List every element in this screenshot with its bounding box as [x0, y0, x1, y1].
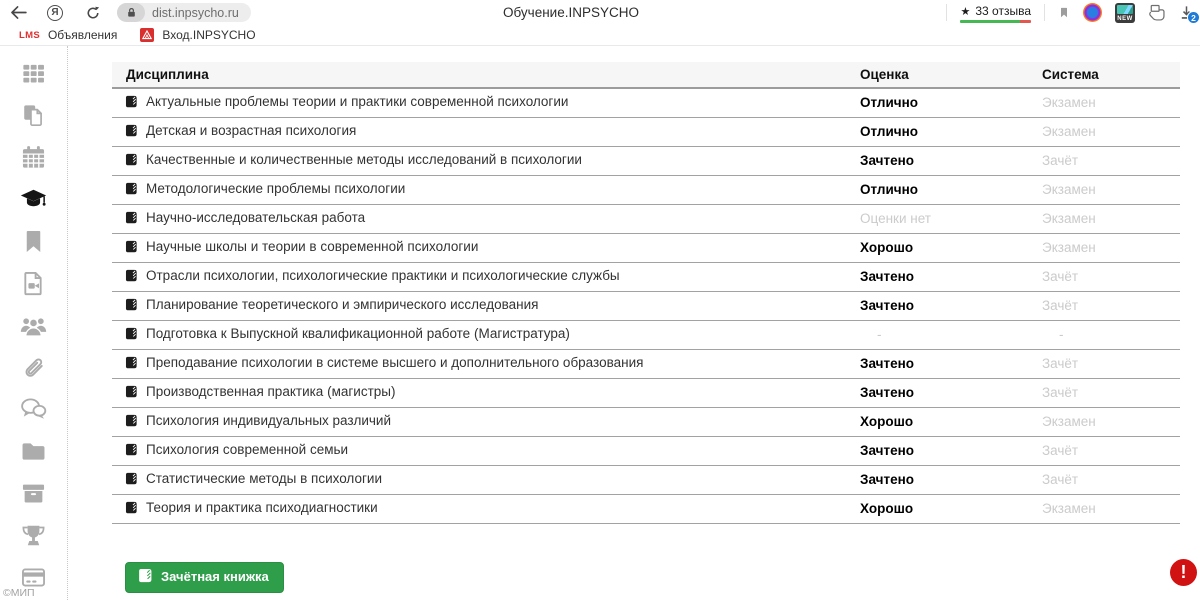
gradebook-button[interactable]	[125, 562, 284, 593]
documents-icon	[20, 102, 47, 129]
grade-value: Зачтено	[860, 378, 1042, 407]
exclamation-icon: !	[1180, 562, 1187, 582]
bookmarks-bar	[0, 25, 1200, 46]
column-discipline: Дисциплина	[112, 62, 860, 88]
table-row[interactable]	[112, 117, 1180, 146]
book-icon	[125, 501, 138, 517]
lms-favicon: LMS	[19, 29, 40, 41]
discipline-name: Актуальные проблемы теории и практики современной психологии	[146, 94, 569, 110]
address-bar[interactable]	[117, 3, 251, 22]
book-icon	[125, 356, 138, 372]
book-icon	[125, 327, 138, 343]
archive-box-icon	[20, 480, 47, 507]
disciplines-table	[112, 62, 1180, 524]
system-value: Зачёт	[1042, 349, 1180, 378]
refresh-icon	[86, 6, 100, 20]
discipline-name: Методологические проблемы психологии	[146, 181, 406, 196]
book-icon	[125, 414, 138, 430]
mip-favicon	[140, 28, 154, 42]
system-value: Экзамен	[1042, 204, 1180, 233]
table-row[interactable]	[112, 465, 1180, 494]
sidebar-items	[20, 52, 47, 598]
system-value: Экзамен	[1042, 494, 1180, 523]
system-value: Экзамен	[1042, 407, 1180, 436]
book-icon	[125, 182, 138, 198]
bookmark-this-page-button[interactable]	[1058, 5, 1070, 20]
grade-value: Хорошо	[860, 494, 1042, 523]
bookmark-announcements[interactable]: Объявления	[47, 28, 118, 42]
hand-icon	[1148, 4, 1166, 21]
discipline-name: Научные школы и теории в современной психологии	[146, 239, 479, 254]
sidebar-item-files[interactable]	[20, 430, 47, 472]
sidebar-item-apps[interactable]	[20, 52, 47, 94]
table-row[interactable]	[112, 378, 1180, 407]
extension-new-icon[interactable]	[1115, 3, 1135, 23]
system-value: Экзамен	[1042, 233, 1180, 262]
sidebar	[0, 46, 68, 600]
table-row[interactable]	[112, 291, 1180, 320]
extension-browser-icon[interactable]	[1083, 3, 1102, 22]
system-value: Зачёт	[1042, 291, 1180, 320]
sidebar-item-schedule[interactable]	[20, 136, 47, 178]
copyright-label: ©МИП	[3, 587, 35, 599]
system-value: Экзамен	[1042, 175, 1180, 204]
table-row[interactable]	[112, 233, 1180, 262]
folder-icon	[20, 438, 47, 465]
back-arrow-icon	[10, 6, 27, 19]
separator	[946, 4, 947, 21]
disciplines-tbody	[112, 88, 1180, 523]
site-rating[interactable]	[960, 2, 1031, 23]
column-system: Система	[1042, 62, 1180, 88]
table-row[interactable]	[112, 436, 1180, 465]
video-file-icon	[20, 270, 47, 297]
discipline-name: Психология индивидуальных различий	[146, 413, 391, 428]
system-value: Экзамен	[1042, 117, 1180, 146]
discipline-name: Детская и возрастная психология	[146, 123, 357, 138]
calendar-icon	[20, 144, 47, 171]
system-value: Зачёт	[1042, 436, 1180, 465]
grade-value: Зачтено	[860, 262, 1042, 291]
page-title: Обучение.INPSYCHO	[503, 5, 639, 20]
book-icon	[125, 240, 138, 256]
star-icon: ★	[960, 5, 971, 18]
discipline-name: Отрасли психологии, психологические практики и психологические службы	[146, 268, 620, 283]
discipline-name: Теория и практика психодиагностики	[146, 500, 378, 515]
alert-exclamation-badge[interactable]	[1170, 559, 1197, 586]
grade-value: Хорошо	[860, 407, 1042, 436]
yandex-letter: Я	[51, 7, 59, 18]
ssl-lock-chip[interactable]	[117, 3, 145, 22]
book-icon	[125, 269, 138, 285]
sidebar-item-messages[interactable]	[20, 388, 47, 430]
discipline-name: Статистические методы в психологии	[146, 471, 382, 486]
grade-value: Отлично	[860, 88, 1042, 117]
system-value: -	[1042, 320, 1180, 349]
content-area	[68, 46, 1200, 600]
downloads-button[interactable]	[1179, 5, 1196, 23]
bookmark-inpsycho-login[interactable]: Вход.INPSYCHO	[162, 28, 256, 42]
system-value: Зачёт	[1042, 465, 1180, 494]
url-text: dist.inpsycho.ru	[152, 5, 239, 20]
chat-icon	[20, 396, 47, 423]
sidebar-item-materials[interactable]	[20, 94, 47, 136]
yandex-button[interactable]	[47, 5, 63, 21]
grade-value: Отлично	[860, 117, 1042, 146]
bookmark-icon	[20, 228, 47, 255]
users-icon	[20, 312, 47, 339]
sidebar-item-achievements[interactable]	[20, 514, 47, 556]
toolbar-right-cluster	[946, 0, 1194, 25]
book-icon	[125, 385, 138, 401]
grade-value: Зачтено	[860, 291, 1042, 320]
book-icon	[125, 95, 138, 111]
back-button[interactable]	[10, 6, 27, 19]
book-icon	[125, 298, 138, 314]
table-row[interactable]	[112, 349, 1180, 378]
grade-value: Зачтено	[860, 436, 1042, 465]
trophy-icon	[20, 522, 47, 549]
table-row[interactable]	[112, 146, 1180, 175]
rating-label: 33 отзыва	[975, 4, 1031, 18]
bookmark-flag-icon	[1058, 5, 1070, 20]
grid-icon	[20, 60, 47, 87]
book-icon	[125, 472, 138, 488]
grade-value: -	[860, 320, 1042, 349]
column-grade: Оценка	[860, 62, 1042, 88]
table-row[interactable]	[112, 320, 1180, 349]
sidebar-item-groups[interactable]	[20, 304, 47, 346]
book-icon	[125, 153, 138, 169]
mip-triangle-icon	[142, 30, 152, 40]
collections-hand-button[interactable]	[1148, 4, 1166, 21]
separator	[1044, 4, 1045, 21]
table-row[interactable]	[112, 88, 1180, 117]
table-row[interactable]	[112, 494, 1180, 523]
grade-value: Зачтено	[860, 146, 1042, 175]
paperclip-icon	[20, 354, 47, 381]
discipline-name: Психология современной семьи	[146, 442, 349, 457]
new-badge: NEW	[1117, 15, 1133, 22]
book-icon	[125, 211, 138, 227]
grad-cap-icon	[20, 186, 47, 213]
table-row[interactable]	[112, 262, 1180, 291]
grade-value: Оценки нет	[860, 204, 1042, 233]
table-row[interactable]	[112, 175, 1180, 204]
book-icon	[138, 568, 153, 586]
discipline-name: Качественные и количественные методы исследований в психологии	[146, 152, 582, 167]
grade-value: Зачтено	[860, 465, 1042, 494]
sidebar-item-education[interactable]	[20, 178, 47, 220]
grade-value: Зачтено	[860, 349, 1042, 378]
discipline-name: Преподавание психологии в системе высшего и дополнительного образования	[146, 355, 644, 370]
discipline-name: Подготовка к Выпускной квалификационной работе (Магистратура)	[146, 326, 570, 341]
table-header-row	[112, 62, 1180, 88]
grade-value: Хорошо	[860, 233, 1042, 262]
system-value: Экзамен	[1042, 88, 1180, 117]
discipline-name: Научно-исследовательская работа	[146, 210, 366, 225]
sidebar-item-video[interactable]	[20, 262, 47, 304]
discipline-name: Планирование теоретического и эмпирического исследования	[146, 297, 539, 312]
table-row[interactable]	[112, 204, 1180, 233]
system-value: Зачёт	[1042, 146, 1180, 175]
sidebar-item-bookmarks[interactable]	[20, 220, 47, 262]
sidebar-item-attachments[interactable]	[20, 346, 47, 388]
book-icon	[125, 443, 138, 459]
browser-toolbar	[0, 0, 1200, 25]
rating-bar	[960, 20, 1031, 23]
grade-value: Отлично	[860, 175, 1042, 204]
lock-icon	[126, 7, 137, 18]
table-row[interactable]	[112, 407, 1180, 436]
downloads-count-badge: 2	[1187, 11, 1200, 24]
system-value: Зачёт	[1042, 262, 1180, 291]
book-icon	[125, 124, 138, 140]
refresh-button[interactable]	[86, 6, 100, 20]
sidebar-item-archive[interactable]	[20, 472, 47, 514]
system-value: Зачёт	[1042, 378, 1180, 407]
discipline-name: Производственная практика (магистры)	[146, 384, 396, 399]
extension-image	[1117, 5, 1133, 14]
gradebook-button-label: Зачётная книжка	[161, 569, 269, 584]
